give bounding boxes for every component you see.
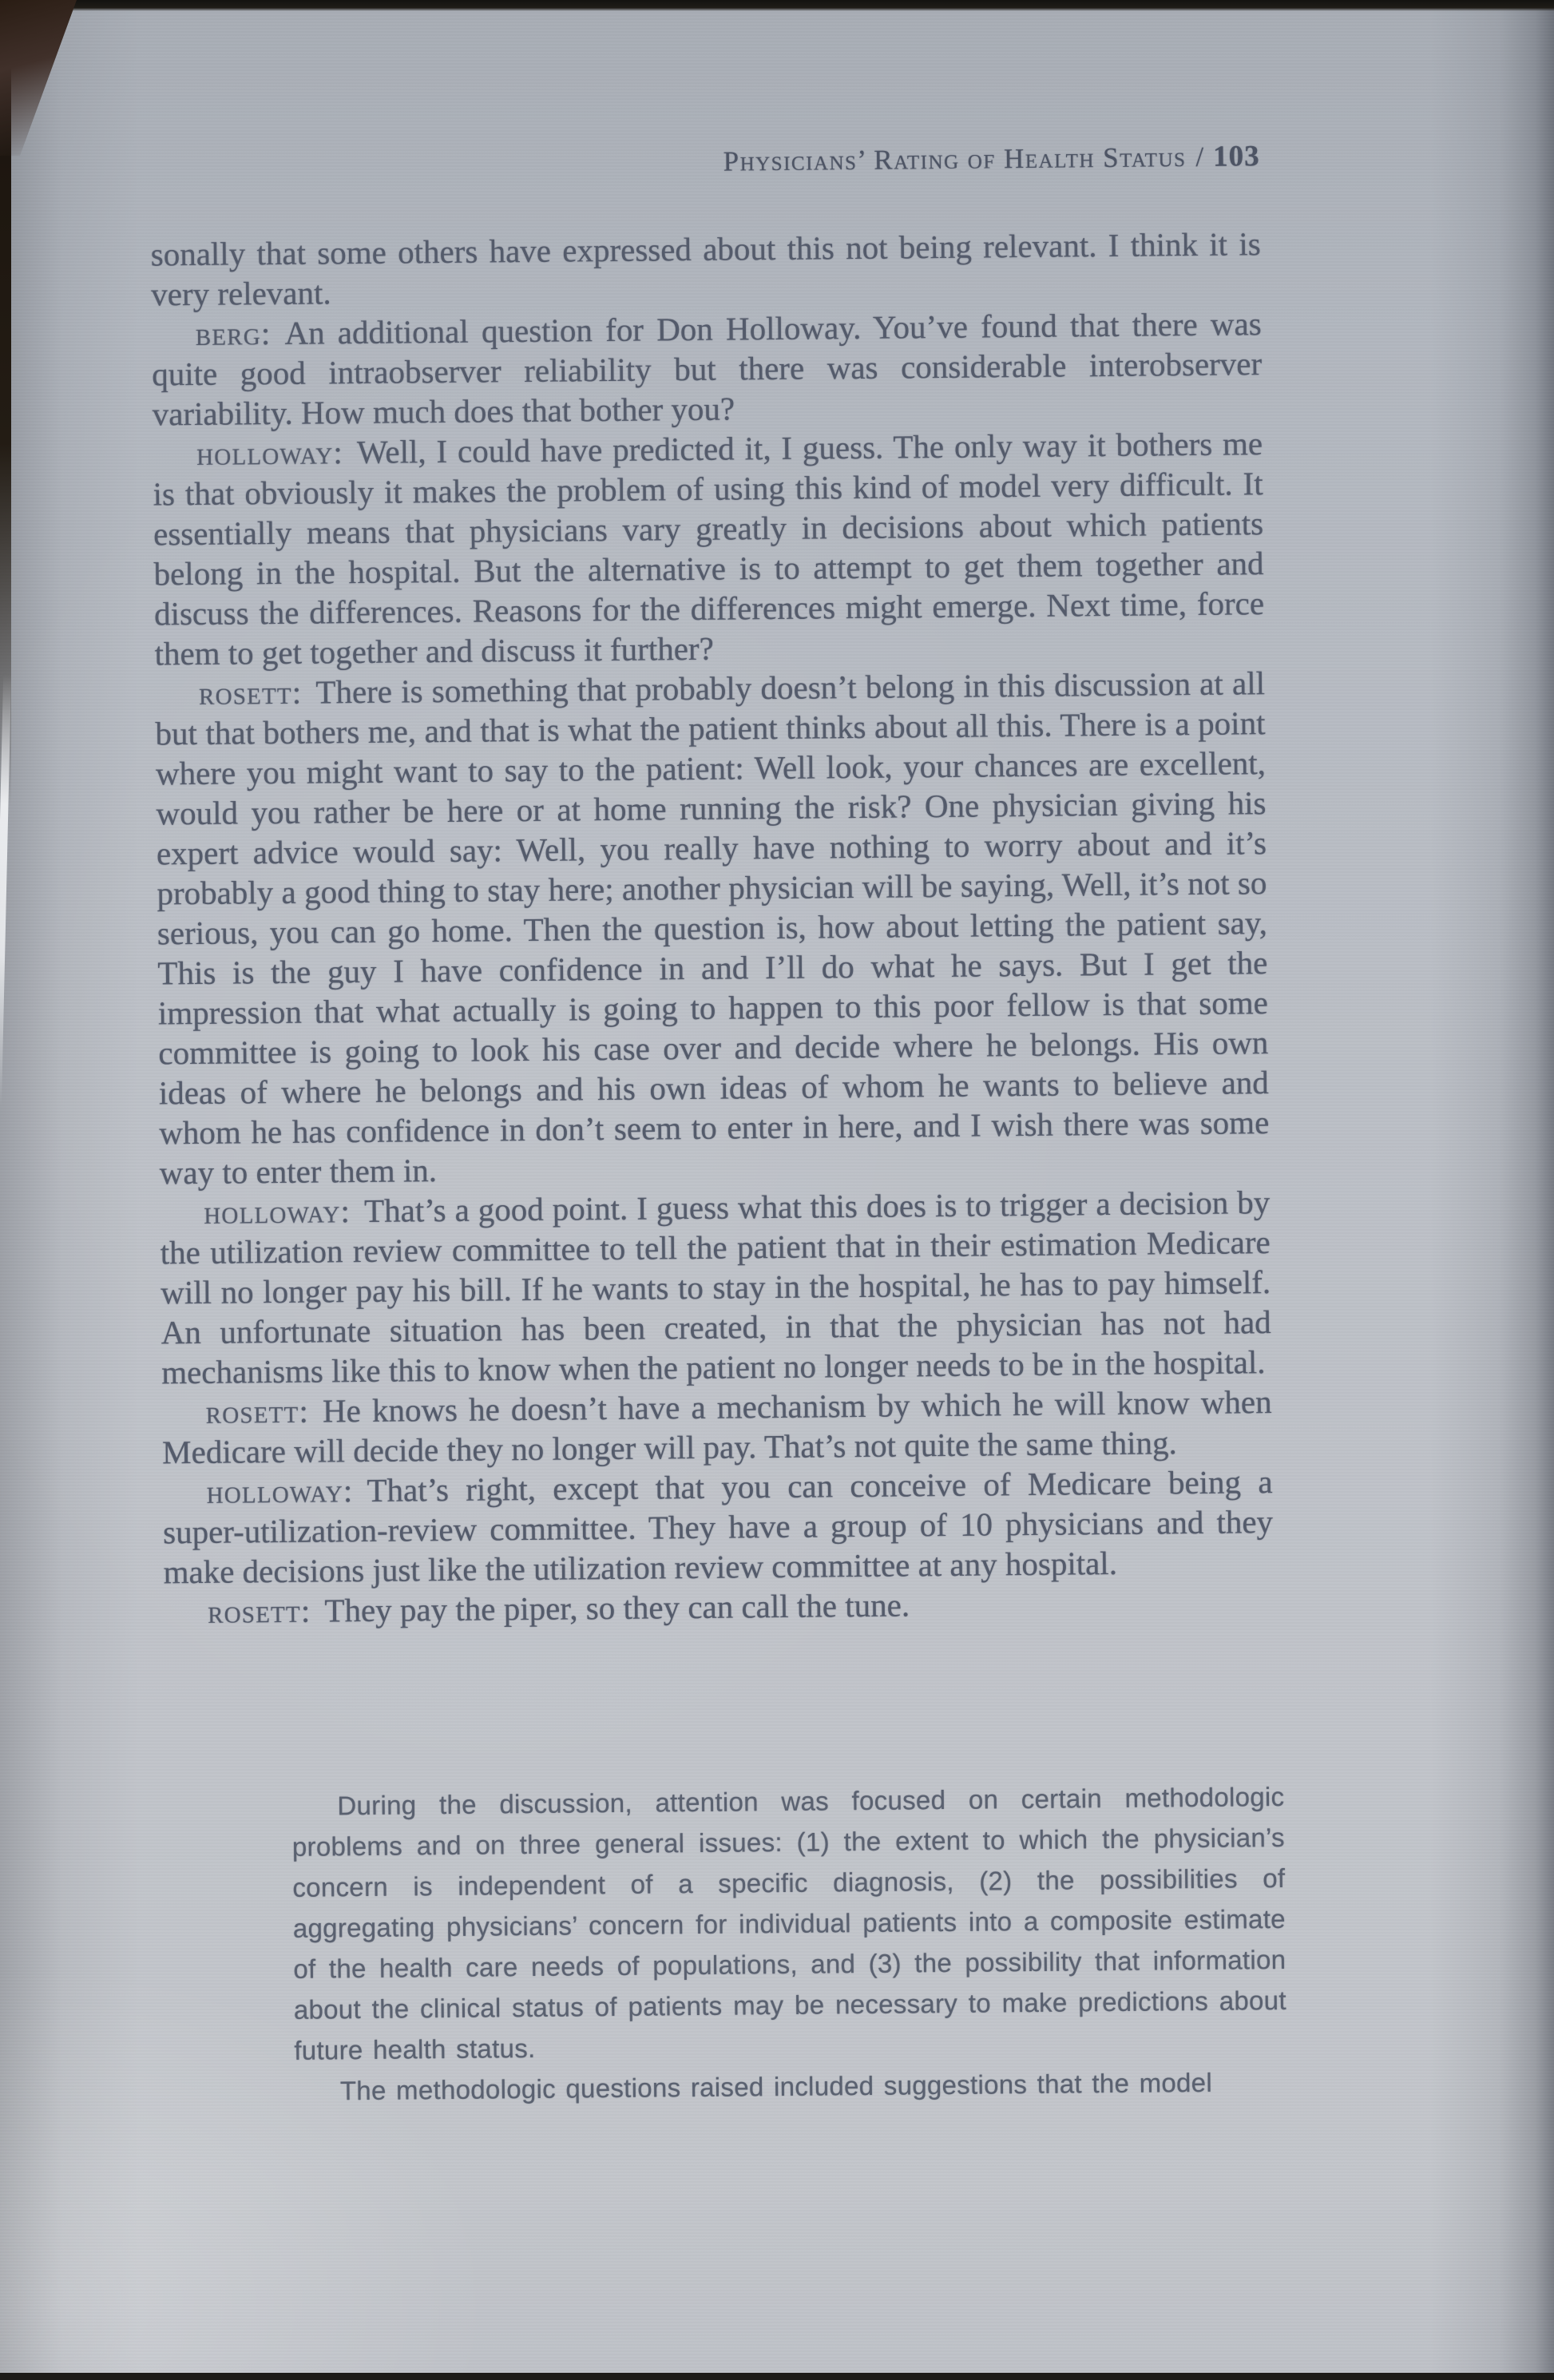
dialogue-text: An additional question for Don Holloway. You’ve found that there was quite good intraobserver reliability but there was considerable interobserver variability. How much does that bother you?	[151, 305, 1263, 433]
speaker-label: rosett:	[205, 1392, 310, 1430]
speaker-label: rosett:	[207, 1592, 311, 1630]
summary-section	[291, 1776, 1287, 2112]
speaker-label: berg:	[195, 315, 272, 352]
dialogue-paragraph	[155, 663, 1270, 1192]
speaker-label: rosett:	[198, 673, 303, 712]
running-head-separator: /	[1195, 141, 1204, 173]
running-head	[150, 139, 1260, 184]
running-head-title: Physicians’ Rating of Health Status	[723, 141, 1187, 177]
summary-paragraph: The methodologic questions raised included suggestions that the model	[339, 2067, 1213, 2106]
dialogue-paragraph	[161, 1382, 1272, 1472]
dialogue-text: They pay the piper, so they can call the tune.	[324, 1586, 910, 1629]
dialogue-text: Well, I could have predicted it, I guess. The only way it bothers me is that obviously it makes the problem of using this kind of model very difficult. It essentially means that physicians vary greatly in decisions about which patients belong in the hospital. But the alternative is to attempt to get them together and discuss the differences. Reasons for the differences might emerge. Next time, force them to get together and discuss it further?	[153, 425, 1265, 672]
dialogue-paragraph	[160, 1182, 1271, 1392]
dialogue-paragraph	[151, 303, 1262, 434]
dialogue-text: That’s right, except that you can conceive of Medicare being a super-utilization-review committee. They have a group of 10 physicians and they make decisions just like the utilization review committee at any hospital.	[162, 1463, 1274, 1591]
dialogue-text: There is something that probably doesn’t belong in this discussion at all but that bothers me, and that is what the patient thinks about all this. There is a point where you might want to say to the patient: Well look, your chances are excellent, would you rather be here or at home running the risk? One physician giving his expert advice would say: Well, you really have nothing to worry about and it’s probably a good thing to stay here; another physician will be saying, Well, it’s not so serious, you can go home. Then the question is, how about letting the patient say, This is the guy I have confidence in and I’ll do what he says. But I get the impression that what actually is going to happen to this poor fellow is that some committee is going to look his case over and decide where he belongs. His own ideas of where he belongs and his own ideas of whom he wants to believe and whom he has confidence in don’t seem to enter in here, and I wish there was some way to enter them in.	[155, 664, 1270, 1192]
speaker-label: holloway:	[204, 1192, 351, 1231]
dialogue-paragraph	[153, 423, 1265, 673]
dialogue-text: He knows he doesn’t have a mechanism by which he will know when Medicare will decide they no longer will pay. That’s not quite the same thing.	[161, 1383, 1272, 1471]
summary-paragraph: During the discussion, attention was focused on certain methodologic problems and on three general issues: (1) the extent to which the physician’s concern is independent of a specific diagnosis, (2) the possibilities of aggregating physicians’ concern for individual patients into a composite estimate of the health care needs of populations, and (3) the possibility that information about the clinical status of patients may be necessary to make predictions about future health status.	[291, 1781, 1286, 2065]
page-number: 103	[1212, 140, 1260, 173]
speaker-label: holloway:	[196, 434, 344, 472]
dialogue-text: sonally that some others have expressed about this not being relevant. I think it is very relevant.	[150, 225, 1261, 313]
dialogue-section	[151, 224, 1275, 1632]
dialogue-text: That’s a good point. I guess what this does is to trigger a decision by the utilization review committee to tell the patient that in their estimation Medicare will no longer pay his bill. If he wants to stay in the hospital, he has to pay himself. An unfortunate situation has been created, in that the physician has not had mechanisms like this to know when the patient no longer needs to be in the hospital.	[160, 1184, 1271, 1391]
dialogue-paragraph	[162, 1462, 1273, 1592]
speaker-label: holloway:	[206, 1472, 354, 1510]
dialogue-paragraph	[151, 224, 1262, 314]
